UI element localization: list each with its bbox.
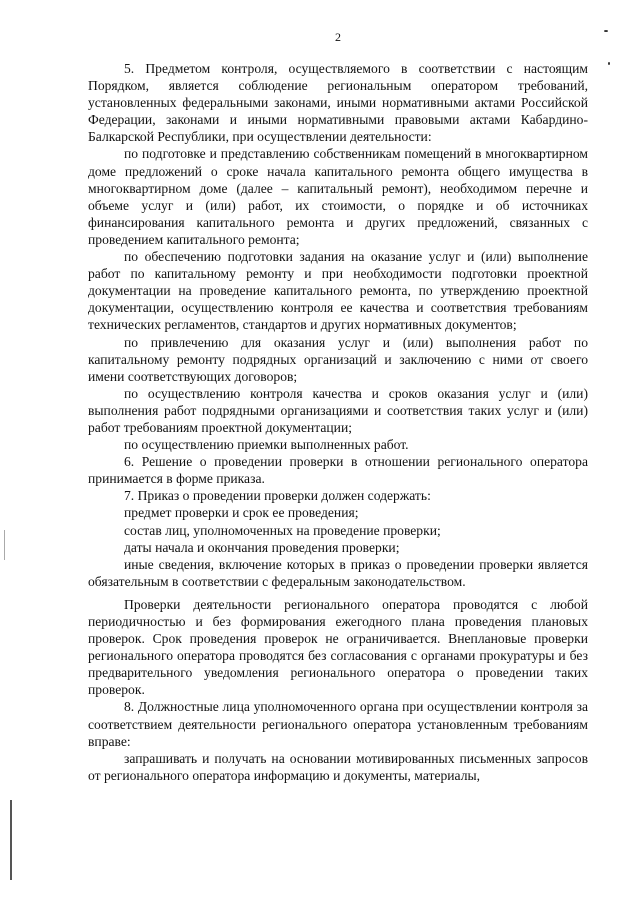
paragraph-activity-acceptance: по осуществлению приемки выполненных работ.: [124, 437, 409, 453]
paragraph-activity-contractors: по привлечению для оказания услуг и (или) выполнения работ по капитальному ремонту подрядных организаций и заключению с ними от своего имени соответствующих договоров;: [88, 334, 588, 384]
paragraph-activity-project-documentation: по обеспечению подготовки задания на оказание услуг и (или) выполнение работ по капитальному ремонту и при необходимости подготовки проектной документации на проведение капитального ремонта, по утверждению проектной документации, осуществлению контроля ее качества и соответствия требованиям технических регламентов, стандартов и других нормативных документов;: [88, 249, 588, 333]
paragraph-activity-quality-control: по осуществлению контроля качества и сроков оказания услуг и (или) выполнения работ подрядными организациями и соответствия таких услуг и (или) работ требованиям проектной документации;: [88, 385, 588, 435]
order-item-other-information: иные сведения, включение которых в приказ о проведении проверки является обязательным в соответствии с федеральным законодательством.: [88, 556, 588, 589]
paragraph-5-subject-of-control: 5. Предметом контроля, осуществляемого в соответствии с настоящим Порядком, является соблюдение региональным оператором требований, установленных федеральными законами, иными нормативными актами Российской Федерации, законами и иными нормативными правовыми актами Кабардино-Балкарской Республики, при осуществлении деятельности:: [88, 61, 588, 145]
order-item-dates: даты начала и окончания проведения проверки;: [124, 539, 400, 555]
document-page: [88, 30, 588, 784]
paragraph-7-order-contents: 7. Приказ о проведении проверки должен содержать:: [124, 488, 431, 504]
scan-speck-top-right: [604, 30, 608, 32]
scan-speck-right: [608, 62, 610, 65]
paragraph-request-information: запрашивать и получать на основании мотивированных письменных запросов от регионального оператора информацию и документы, материалы,: [88, 750, 588, 783]
paragraph-inspection-frequency: Проверки деятельности регионального оператора проводятся с любой периодичностью и без формирования ежегодного плана проведения плановых проверок. Срок проведения проверок не ограничивается. Внеплановые проверки регионального оператора проводятся без согласования с органами прокуратуры и без предварительного уведомления регионального оператора о проведении таких проверок.: [88, 596, 588, 698]
paragraph-8-officials-rights: 8. Должностные лица уполномоченного органа при осуществлении контроля за соответствием деятельности регионального оператора установленным требованиям вправе:: [88, 699, 588, 749]
paragraph-activity-proposals: по подготовке и представлению собственникам помещений в многоквартирном доме предложений о сроке начала капитального ремонта общего имущества в многоквартирном доме (далее – капитальный ремонт), необходимом перечне и объеме услуг и (или) работ, их стоимости, о порядке и об источниках финансирования капитального ремонта и других предложений, связанных с проведением капитального ремонта;: [88, 146, 588, 247]
scan-edge-mark-left: [10, 800, 12, 880]
order-item-authorized-persons: состав лиц, уполномоченных на проведение проверки;: [124, 522, 441, 538]
page-number: 2: [335, 30, 341, 44]
order-item-subject-and-term: предмет проверки и срок ее проведения;: [124, 505, 359, 521]
scan-edge-mark-left-mid: [4, 530, 5, 560]
paragraph-6-inspection-decision: 6. Решение о проведении проверки в отношении регионального оператора принимается в форме приказа.: [88, 454, 588, 487]
